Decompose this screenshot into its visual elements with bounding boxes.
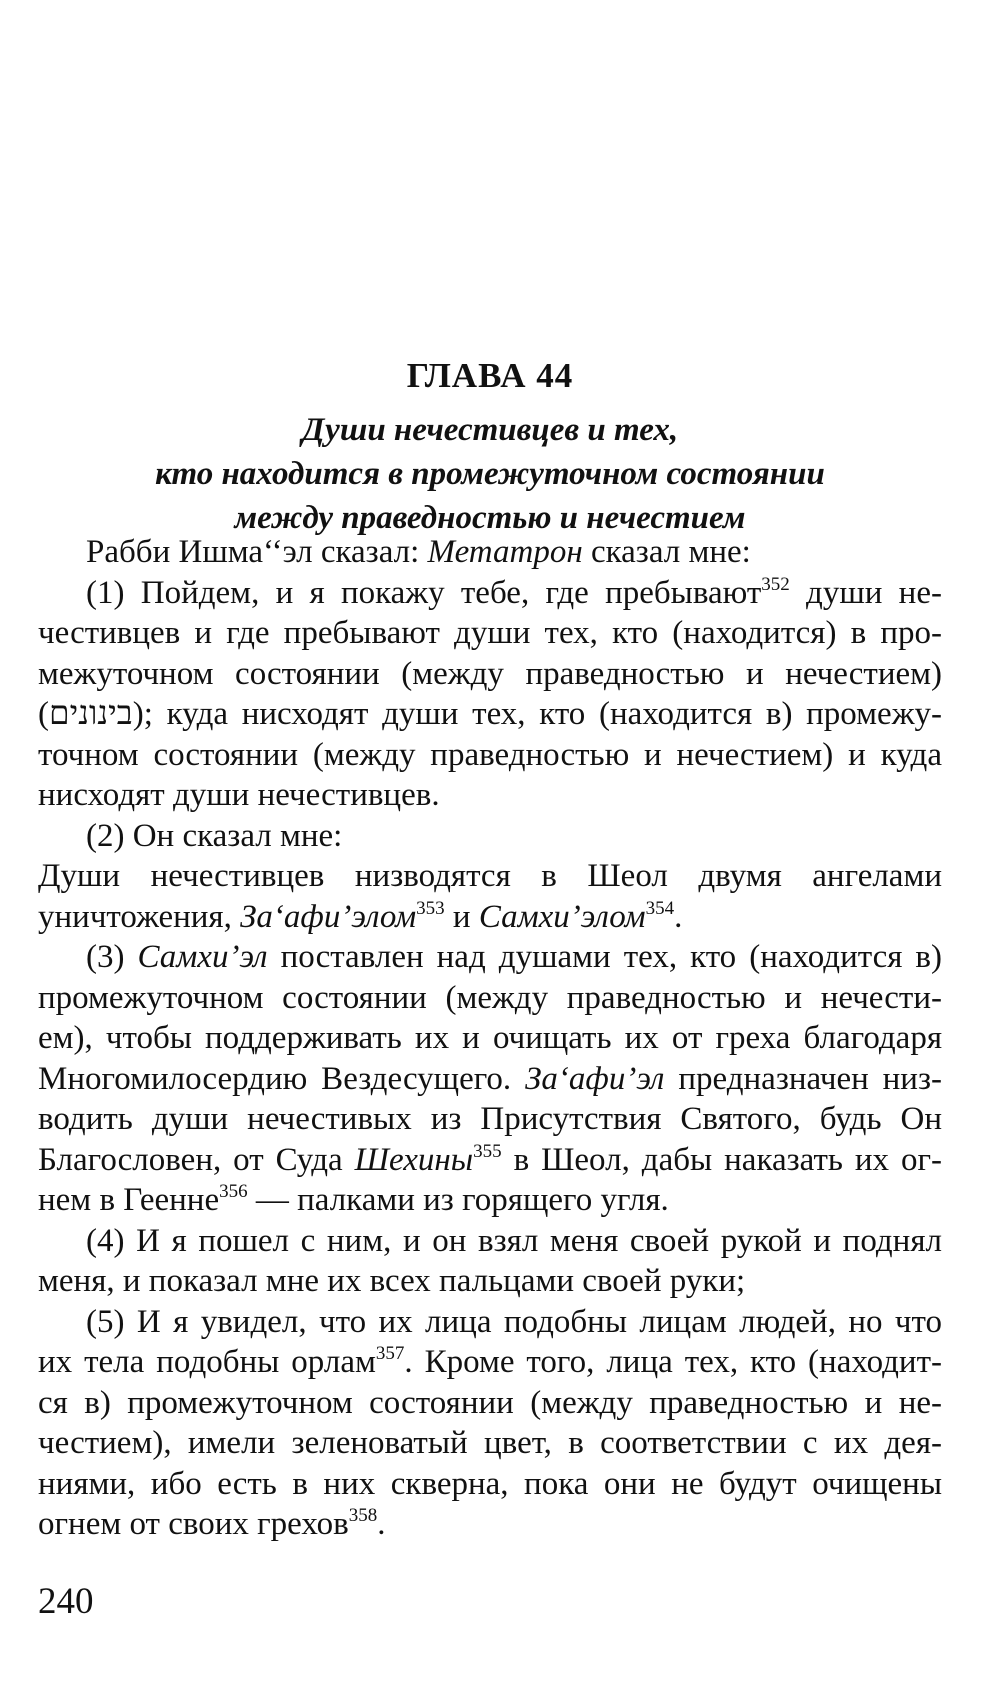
paragraph-2-line: (2) Он сказал мне: (86, 817, 343, 854)
paragraph-1-line: (בינונים); куда нисходят души тех, кто (находится в) промежу- (38, 696, 942, 732)
paragraph-4-line: меня, и показал мне их всех пальцами своей руки; (38, 1263, 746, 1299)
footnote-ref[interactable]: 358 (348, 1505, 378, 1526)
name-zaafiel: За‘афи’элом (240, 898, 417, 935)
paragraph-3-line: нем в Геенне$^{356}$ — палками из горящего угля. (38, 1181, 669, 1218)
paragraph-1-line: нисходят души нечестивцев. (38, 777, 440, 813)
page-number: 240 (38, 1581, 94, 1622)
paragraph-2-line: Души нечестивцев низводятся в Шеол двумя ангелами (38, 858, 942, 894)
intro-line: Рабби Ишма‘‘эл сказал: Метатрон сказал мне: (86, 534, 751, 570)
paragraph-5-line: ниями, ибо есть в них скверна, пока они не будут очищены (38, 1465, 942, 1502)
paragraph-1-line: точном состоянии (между праведностью и нечестием) и куда (38, 736, 942, 773)
paragraph-5-line: (5) И я увидел, что их лица подобны лицам людей, но что (86, 1303, 942, 1340)
name-zaafiel: За‘афи’эл (525, 1060, 665, 1097)
paragraph-3-line: ем), чтобы поддерживать их и очищать их от греха благодаря (38, 1020, 942, 1056)
chapter-subtitle (38, 408, 942, 540)
name-metatron: Метатрон (427, 534, 583, 570)
footnote-ref[interactable]: 356 (219, 1181, 248, 1202)
paragraph-2-line: уничтожения, За‘афи’элом$^{353}$ и Самхи’элом$^{354}$. (38, 897, 683, 935)
paragraph-3-line: Многомилосердию Вездесущего. За‘афи’эл предназначен низ- (38, 1060, 942, 1097)
subtitle-line: Души нечестивцев и тех, (301, 412, 679, 448)
paragraph-5-line: честием), имели зеленоватый цвет, в соответствии с их дея- (38, 1425, 942, 1461)
paragraph-1-line: (1) Пойдем, и я покажу тебе, где пребывают$^{352}$ души не- (86, 573, 942, 611)
paragraph-5-line: их тела подобны орлам$^{357}$. Кроме того, лица тех, кто (находит- (38, 1343, 943, 1380)
paragraph-3-line: водить души нечестивых из Присутствия Святого, будь Он (38, 1101, 942, 1137)
paragraph-3-line: промежуточном состоянии (между праведностью и нечести- (38, 979, 942, 1016)
subtitle-line: между праведностью и нечестием (234, 500, 746, 536)
footnote-ref[interactable]: 352 (761, 573, 790, 595)
footnote-ref[interactable]: 354 (645, 897, 675, 919)
paragraph-3-line: Благословен, от Суда Шехины$^{355}$ в Шеол, дабы наказать их ог- (38, 1140, 943, 1178)
subtitle-line: кто находится в промежуточном состоянии (155, 456, 825, 492)
paragraph-3-line: (3) Самхи’эл поставлен над душами тех, кто (находится в) (86, 939, 942, 975)
name-samkhiel: Самхи’эл (137, 939, 268, 975)
paragraph-5-line: огнем от своих грехов$^{358}$. (38, 1505, 386, 1542)
book-page (38, 0, 942, 1684)
name-samkhiel: Самхи’элом (478, 898, 646, 935)
name-shekhina: Шехины (354, 1141, 474, 1178)
paragraph-1-line: честивцев и где пребывают души тех, кто (находится) в про- (38, 615, 942, 651)
paragraph-1-line: межуточном состоянии (между праведностью и нечестием) (38, 655, 942, 692)
hebrew-term: בינונים (49, 696, 133, 732)
body-text (38, 532, 942, 1545)
paragraph-5-line: ся в) промежуточном состоянии (между праведностью и не- (38, 1384, 942, 1421)
paragraph-4-line: (4) И я пошел с ним, и он взял меня своей рукой и поднял (86, 1222, 942, 1259)
footnote-ref[interactable]: 357 (375, 1343, 405, 1364)
footnote-ref[interactable]: 353 (416, 897, 445, 919)
chapter-heading: ГЛАВА 44 (406, 356, 574, 395)
footnote-ref[interactable]: 355 (473, 1140, 502, 1162)
